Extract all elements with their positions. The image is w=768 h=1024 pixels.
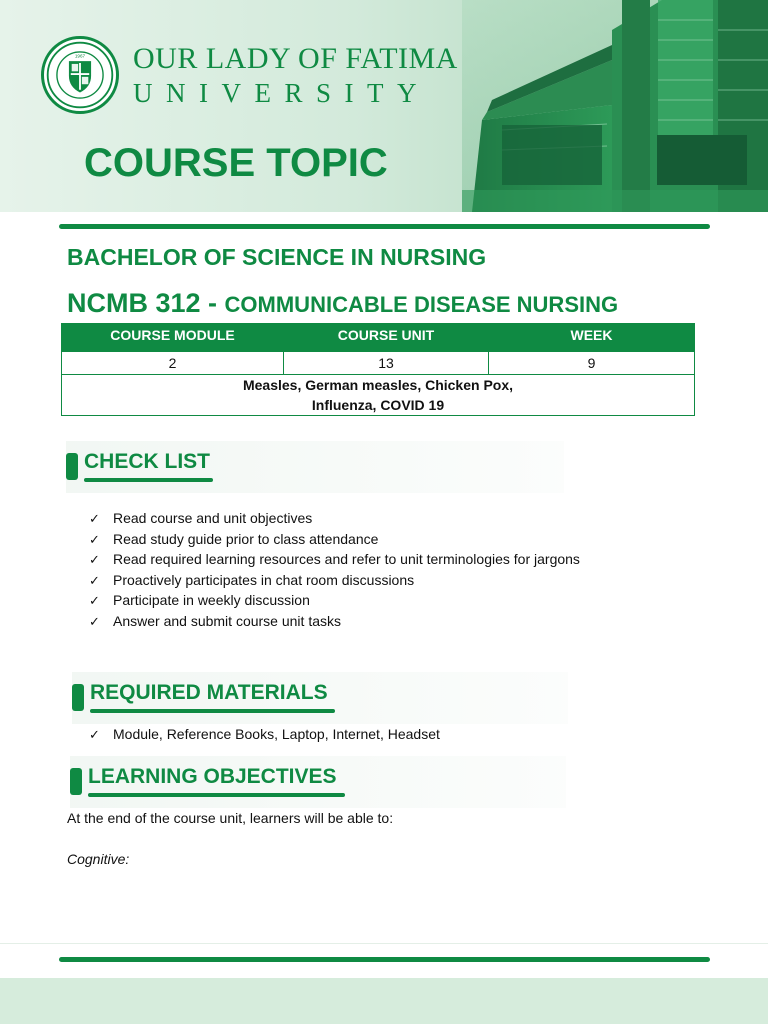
header-course-module: COURSE MODULE xyxy=(62,324,284,352)
university-name-line1: OUR LADY OF FATIMA xyxy=(133,42,458,75)
list-item xyxy=(89,549,580,570)
check-list-title: CHECK LIST xyxy=(84,450,210,473)
checkmark-icon: ✓ xyxy=(89,572,100,588)
check-list-heading xyxy=(66,441,564,493)
learning-objectives-title: LEARNING OBJECTIVES xyxy=(88,765,337,788)
course-topics-row xyxy=(62,375,695,416)
checkmark-icon: ✓ xyxy=(89,531,100,547)
course-info-table xyxy=(61,323,695,416)
list-item xyxy=(89,611,580,632)
checkmark-icon: ✓ xyxy=(89,727,100,742)
topics-line-1: Measles, German measles, Chicken Pox, xyxy=(242,377,514,393)
list-item-text: Read study guide prior to class attendance xyxy=(113,530,379,547)
list-item-text: Answer and submit course unit tasks xyxy=(113,612,341,629)
checkmark-icon: ✓ xyxy=(89,613,100,629)
checkmark-icon: ✓ xyxy=(89,593,100,609)
header-course-unit: COURSE UNIT xyxy=(284,324,489,352)
learning-objectives-heading xyxy=(70,756,566,808)
course-name: COMMUNICABLE DISEASE NURSING xyxy=(224,292,619,317)
course-code: NCMB 312 - xyxy=(67,288,225,318)
list-item-text: Participate in weekly discussion xyxy=(113,592,310,609)
value-course-module: 2 xyxy=(62,352,284,375)
list-item-text: Module, Reference Books, Laptop, Internet, Headset xyxy=(113,726,440,742)
required-materials-title: REQUIRED MATERIALS xyxy=(90,681,328,704)
list-item-text: Read course and unit objectives xyxy=(113,510,313,526)
university-name xyxy=(133,44,458,107)
page-header xyxy=(0,0,768,212)
footer-divider xyxy=(59,957,710,962)
check-list xyxy=(89,508,580,632)
seal-year: 1967 xyxy=(74,53,86,59)
heading-underline xyxy=(84,478,213,482)
program-title: BACHELOR OF SCIENCE IN NURSING xyxy=(67,244,487,270)
course-info-header-row xyxy=(62,324,695,352)
heading-marker xyxy=(72,684,84,711)
required-materials-heading xyxy=(72,672,568,724)
list-item-text: Proactively participates in chat room discussions xyxy=(113,571,415,588)
header-divider xyxy=(59,224,710,229)
heading-underline xyxy=(88,793,345,797)
course-topics-cell xyxy=(62,375,695,416)
objectives-subheading: Cognitive: xyxy=(67,851,130,867)
list-item-text: Read required learning resources and refer to unit terminologies for jargons xyxy=(113,551,580,568)
list-item xyxy=(89,570,580,591)
list-item xyxy=(89,508,580,529)
heading-underline xyxy=(90,709,335,713)
header-week: WEEK xyxy=(489,324,695,352)
checkmark-icon: ✓ xyxy=(89,511,100,526)
footer-band xyxy=(0,978,768,1024)
campus-building-image xyxy=(462,0,768,212)
footer-divider-thin xyxy=(0,943,768,944)
course-info-value-row xyxy=(62,352,695,375)
value-course-unit: 13 xyxy=(284,352,489,375)
heading-marker xyxy=(66,453,78,480)
course-title xyxy=(67,288,618,319)
university-name-line2: UNIVERSITY xyxy=(133,78,430,108)
banner-title: COURSE TOPIC xyxy=(84,141,388,185)
heading-marker xyxy=(70,768,82,795)
topics-line-2: Influenza, COVID 19 xyxy=(311,397,445,413)
checkmark-icon: ✓ xyxy=(89,552,100,568)
value-week: 9 xyxy=(489,352,695,375)
objectives-intro: At the end of the course unit, learners will be able to: xyxy=(67,810,394,826)
list-item xyxy=(89,590,580,611)
university-seal-logo xyxy=(41,36,119,114)
list-item xyxy=(89,724,440,745)
required-materials-list xyxy=(89,724,440,745)
list-item xyxy=(89,529,580,550)
